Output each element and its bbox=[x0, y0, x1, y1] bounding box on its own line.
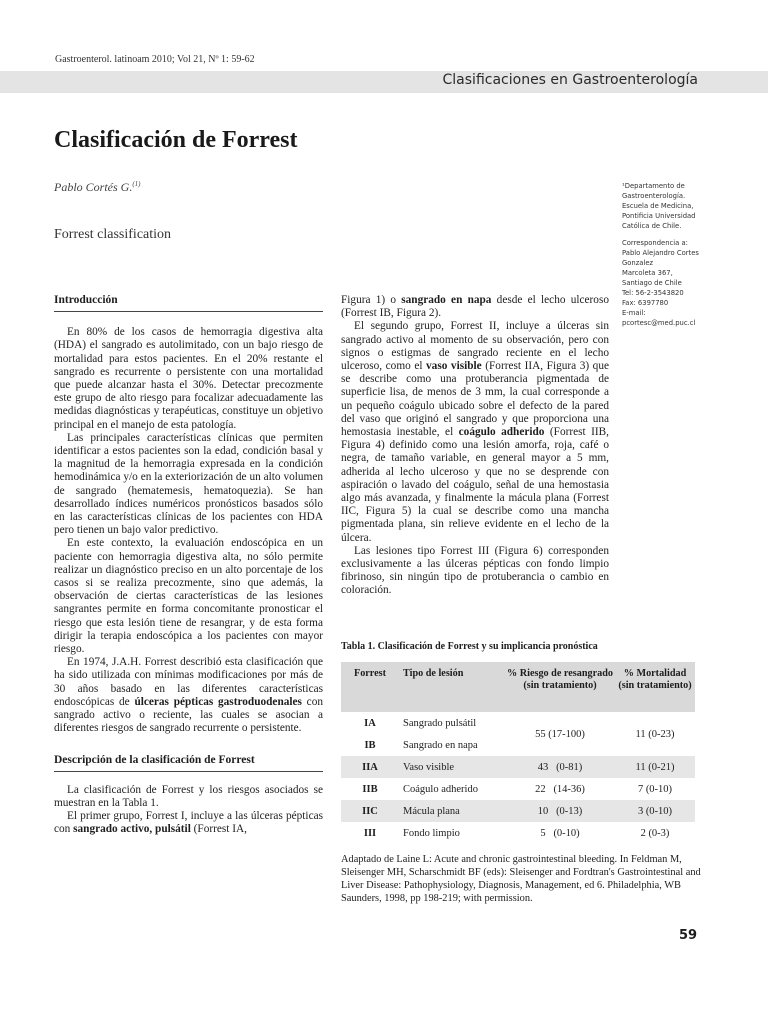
header-rebleed-risk: % Riesgo de resangrado (sin tratamiento) bbox=[505, 662, 615, 712]
cell-lesion: Sangrado en napa bbox=[399, 734, 505, 756]
cell-mortality: 11 (0-21) bbox=[615, 756, 695, 778]
journal-reference: Gastroenterol. latinoam 2010; Vol 21, Nº 1: 59-62 bbox=[55, 54, 255, 65]
cell-mortality-group-i: 11 (0-23) bbox=[615, 712, 695, 756]
risk-range: (14-36) bbox=[553, 783, 585, 795]
table-row bbox=[341, 712, 695, 734]
forrest-table bbox=[341, 662, 695, 844]
affiliation-line: Católica de Chile. bbox=[622, 222, 682, 230]
affiliation-sidebar bbox=[622, 181, 718, 328]
description-paragraph-2 bbox=[54, 810, 323, 836]
correspondence-line: Correspondencia a: bbox=[622, 239, 688, 247]
affiliation-line: Escuela de Medicina, bbox=[622, 202, 694, 210]
table-header-row bbox=[341, 662, 695, 712]
table-row bbox=[341, 756, 695, 778]
text-run: (Forrest IIA, Figura 3) que se describe como una protuberancia pigmentada de superficie lisa, de menos de 3 mm, la cual corresponde a un pequeño coágulo ubicado sobre el defecto de la pared del vaso que originó el sangrado y que proporciona una hemostasia inestable, el bbox=[341, 360, 609, 439]
text-run: El primer grupo, Forrest I, incluye a las úlceras pépticas con bbox=[54, 810, 323, 836]
bold-term: úlceras pépticas gastroduodenales bbox=[134, 695, 302, 708]
description-heading: Descripción de la clasificación de Forrest bbox=[54, 753, 255, 766]
risk-value: 5 bbox=[540, 827, 546, 839]
cell-lesion: Coágulo adherido bbox=[399, 778, 505, 800]
author-name: Pablo Cortés G. bbox=[54, 180, 133, 194]
risk-value: 43 bbox=[537, 761, 549, 773]
column-right bbox=[341, 294, 609, 598]
text-run: (Forrest IA, bbox=[190, 823, 248, 836]
text-run: (Forrest IIB, Figura 4) definido como una lesión amorfa, roja, café o negra, de tamaño variable, en general mayor a 5 mm, adherida al lecho ulceroso y que no se desprende con aspiración o lavado del coágulo, señal de una hemostasia algo más avanzada, y finalmente la mácula plana (Forrest IIC, Figura 5) la cual se describe como una mancha pigmentada plana, sin relieve evidente en el lecho de la úlcera. bbox=[341, 426, 609, 544]
column-left bbox=[54, 294, 323, 837]
cell-lesion: Vaso visible bbox=[399, 756, 505, 778]
intro-heading: Introducción bbox=[54, 294, 118, 306]
bold-term: sangrado en napa bbox=[401, 294, 492, 306]
classification-table bbox=[341, 662, 695, 844]
affiliation-line: Gastroenterología. bbox=[622, 192, 686, 200]
bold-term: sangrado activo, pulsátil bbox=[73, 823, 191, 836]
table-row bbox=[341, 778, 695, 800]
cell-forrest: IIC bbox=[341, 800, 399, 822]
right-paragraph-3: Las lesiones tipo Forrest III (Figura 6) corresponden exclusivamente a las úlceras pépticas con fondo limpio fibrinoso, sin ningún tipo de protuberancia o cambio en coloración. bbox=[341, 544, 609, 597]
cell-lesion: Mácula plana bbox=[399, 800, 505, 822]
header-lesion-type: Tipo de lesión bbox=[399, 662, 505, 712]
cell-risk bbox=[505, 822, 615, 844]
cell-forrest: IIB bbox=[341, 778, 399, 800]
cell-forrest: III bbox=[341, 822, 399, 844]
correspondence-email[interactable]: pcortesc@med.puc.cl bbox=[622, 319, 696, 327]
risk-value: 22 bbox=[535, 783, 546, 795]
correspondence-line: Tel: 56-2-3543820 bbox=[622, 289, 684, 297]
text-run: Figura 1) o bbox=[341, 294, 402, 306]
table-caption: Tabla 1. Clasificación de Forrest y su implicancia pronóstica bbox=[341, 641, 598, 652]
risk-range: (0-81) bbox=[556, 761, 583, 773]
correspondence-line: Gonzalez bbox=[622, 259, 654, 267]
table-row bbox=[341, 822, 695, 844]
risk-range: (0-10) bbox=[553, 827, 580, 839]
correspondence-line: Santiago de Chile bbox=[622, 279, 682, 287]
cell-risk bbox=[505, 756, 615, 778]
intro-paragraph-4 bbox=[54, 656, 323, 735]
header-forrest: Forrest bbox=[341, 662, 399, 712]
bold-term: vaso visible bbox=[426, 360, 482, 373]
correspondence-line: E-mail: bbox=[622, 309, 646, 317]
text-run: con sangrado activo o reciente, las cuales se asocian a diferentes riesgos de sangrado recurrente o persistente. bbox=[54, 695, 323, 735]
bold-term: coágulo adherido bbox=[458, 426, 545, 439]
author-superscript: (1) bbox=[132, 180, 141, 188]
text-run: desde el lecho ulceroso (Forrest IB, Figura 2). bbox=[341, 294, 609, 320]
cell-lesion: Sangrado pulsátil bbox=[399, 712, 505, 734]
cell-risk bbox=[505, 778, 615, 800]
section-title: Clasificaciones en Gastroenterología bbox=[442, 72, 698, 88]
cell-mortality: 7 (0-10) bbox=[615, 778, 695, 800]
description-paragraph-1: La clasificación de Forrest y los riesgos asociados se muestran en la Tabla 1. bbox=[54, 783, 323, 809]
risk-value: 10 bbox=[537, 805, 549, 817]
intro-paragraph-1: En 80% de los casos de hemorragia digestiva alta (HDA) el sangrado es autolimitado, con un bajo riesgo de mortalidad para estos pacientes. En el 20% restante el sangrado es recurrente o persistente con una mortalidad que puede alcanzar hasta el 30%. Detectar precozmente este grupo de alto riesgo para focalizar adecuadamente las medidas diagnósticas y terapéuticas, constituye un objetivo principal en el manejo de esta patología. bbox=[54, 326, 323, 431]
article-title: Clasificación de Forrest bbox=[54, 127, 298, 153]
intro-paragraph-3: En este contexto, la evaluación endoscópica en un paciente con hemorragia digestiva alta, no sólo permite realizar un diagnóstico preciso en un alto porcentaje de los casos si se realiza precozmente, sino que además, la observación de ciertas características de las lesiones sangrantes permite en forma concomitante pronosticar el riesgo que esta lesión tiene de resangrar, y de esta forma dirigir la terapia endoscópica a los pacientes con mayor riesgo. bbox=[54, 537, 323, 656]
intro-paragraph-2: Las principales características clínicas que permiten identificar a estos pacientes son la edad, condición basal y la magnitud de la hemorragia expresada en la condición hemodinámica y/o en la exteriorización de un alto volumen de sangrado (hematemesis, hematoquezia). Se han desarrollado índices numéricos pronósticos basados sólo en las características clínicas de los pacientes con HDA pero tienen un bajo valor predictivo. bbox=[54, 431, 323, 537]
cell-forrest: IIA bbox=[341, 756, 399, 778]
risk-range: (0-13) bbox=[556, 805, 583, 817]
text-run: El segundo grupo, Forrest II, incluye a úlceras sin sangrado activo al momento de su observación, pero con signos o estigmas de sangrado reciente en el lecho ulceroso, como el bbox=[341, 320, 609, 373]
affiliation-line: Pontificia Universidad bbox=[622, 212, 696, 220]
table-source-note: Adaptado de Laine L: Acute and chronic gastrointestinal bleeding. In Feldman M, Sleisenger MH, Scharschmidt BF (eds): Sleisenger and Fordtran's Gastrointestinal and Liver Disease: Pathophysiology, Diagnosis, Management, ed 6. Philadelphia, WB Saunders, 1998, pp 198-219; with permission. bbox=[341, 854, 701, 904]
cell-forrest: IA bbox=[341, 712, 399, 734]
article-author bbox=[54, 180, 141, 195]
affiliation-line: ¹Departamento de bbox=[622, 182, 685, 190]
cell-mortality: 2 (0-3) bbox=[615, 822, 695, 844]
cell-lesion: Fondo limpio bbox=[399, 822, 505, 844]
cell-risk-group-i: 55 (17-100) bbox=[505, 712, 615, 756]
cell-forrest: IB bbox=[341, 734, 399, 756]
table-row bbox=[341, 800, 695, 822]
correspondence-line: Marcoleta 367, bbox=[622, 269, 673, 277]
correspondence-line: Pablo Alejandro Cortes bbox=[622, 249, 699, 257]
section-band bbox=[0, 71, 768, 93]
page-number: 59 bbox=[679, 928, 698, 943]
right-paragraph-2 bbox=[341, 320, 609, 544]
header-mortality: % Mortalidad (sin tratamiento) bbox=[615, 662, 695, 712]
right-paragraph-1 bbox=[341, 294, 609, 320]
english-title: Forrest classification bbox=[54, 227, 172, 242]
text-run: En 1974, J.A.H. Forrest describió esta clasificación que ha sido utilizada con mínimas modificaciones por más de 30 años basado en las diferentes características endoscópicas de bbox=[54, 656, 323, 708]
correspondence-line: Fax: 6397780 bbox=[622, 299, 669, 307]
cell-mortality: 3 (0-10) bbox=[615, 800, 695, 822]
cell-risk bbox=[505, 800, 615, 822]
